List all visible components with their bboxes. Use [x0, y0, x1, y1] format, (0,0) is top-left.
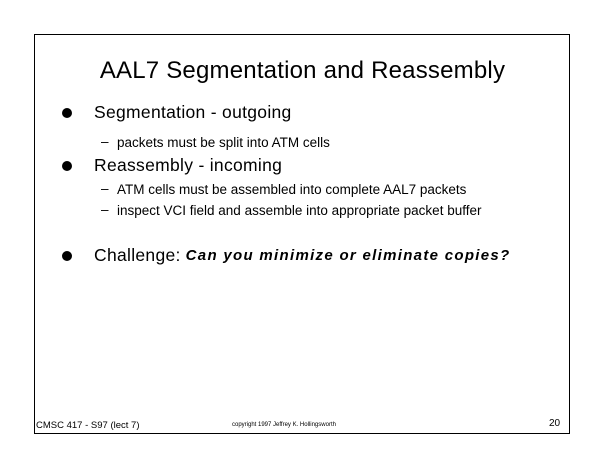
footer-copyright: copyright 1997 Jeffrey K. Hollingsworth: [232, 422, 336, 428]
bullet-dot-icon: [62, 251, 72, 261]
bullet-reassembly: [62, 155, 282, 176]
footer-course: CMSC 417 - S97 (lect 7): [36, 420, 140, 431]
bullet-dot-icon: [62, 108, 72, 118]
slide-title: AAL7 Segmentation and Reassembly: [99, 57, 506, 84]
dash-icon: –: [101, 134, 109, 149]
bullet-dot-icon: [62, 161, 72, 171]
bullet-segmentation: [62, 102, 292, 123]
bullet-text: Reassembly - incoming: [94, 155, 283, 175]
sub-bullet-atm-cells: [101, 181, 466, 198]
sub-bullet-segmentation: [101, 134, 330, 151]
bullet-challenge: [62, 245, 511, 266]
bullet-text: Segmentation - outgoing: [94, 102, 292, 122]
challenge-question: Can you minimize or eliminate copies?: [185, 247, 511, 264]
sub-bullet-vci: [101, 202, 501, 219]
page-number: 20: [549, 418, 561, 429]
dash-icon: –: [101, 181, 109, 196]
sub-bullet-text: inspect VCI field and assemble into appropriate packet buffer: [117, 203, 482, 218]
sub-bullet-text: packets must be split into ATM cells: [117, 135, 330, 150]
dash-icon: –: [101, 202, 109, 217]
bullet-text: Challenge:: [94, 245, 181, 265]
sub-bullet-text: ATM cells must be assembled into complete AAL7 packets: [117, 182, 467, 197]
slide-frame: [34, 34, 570, 434]
